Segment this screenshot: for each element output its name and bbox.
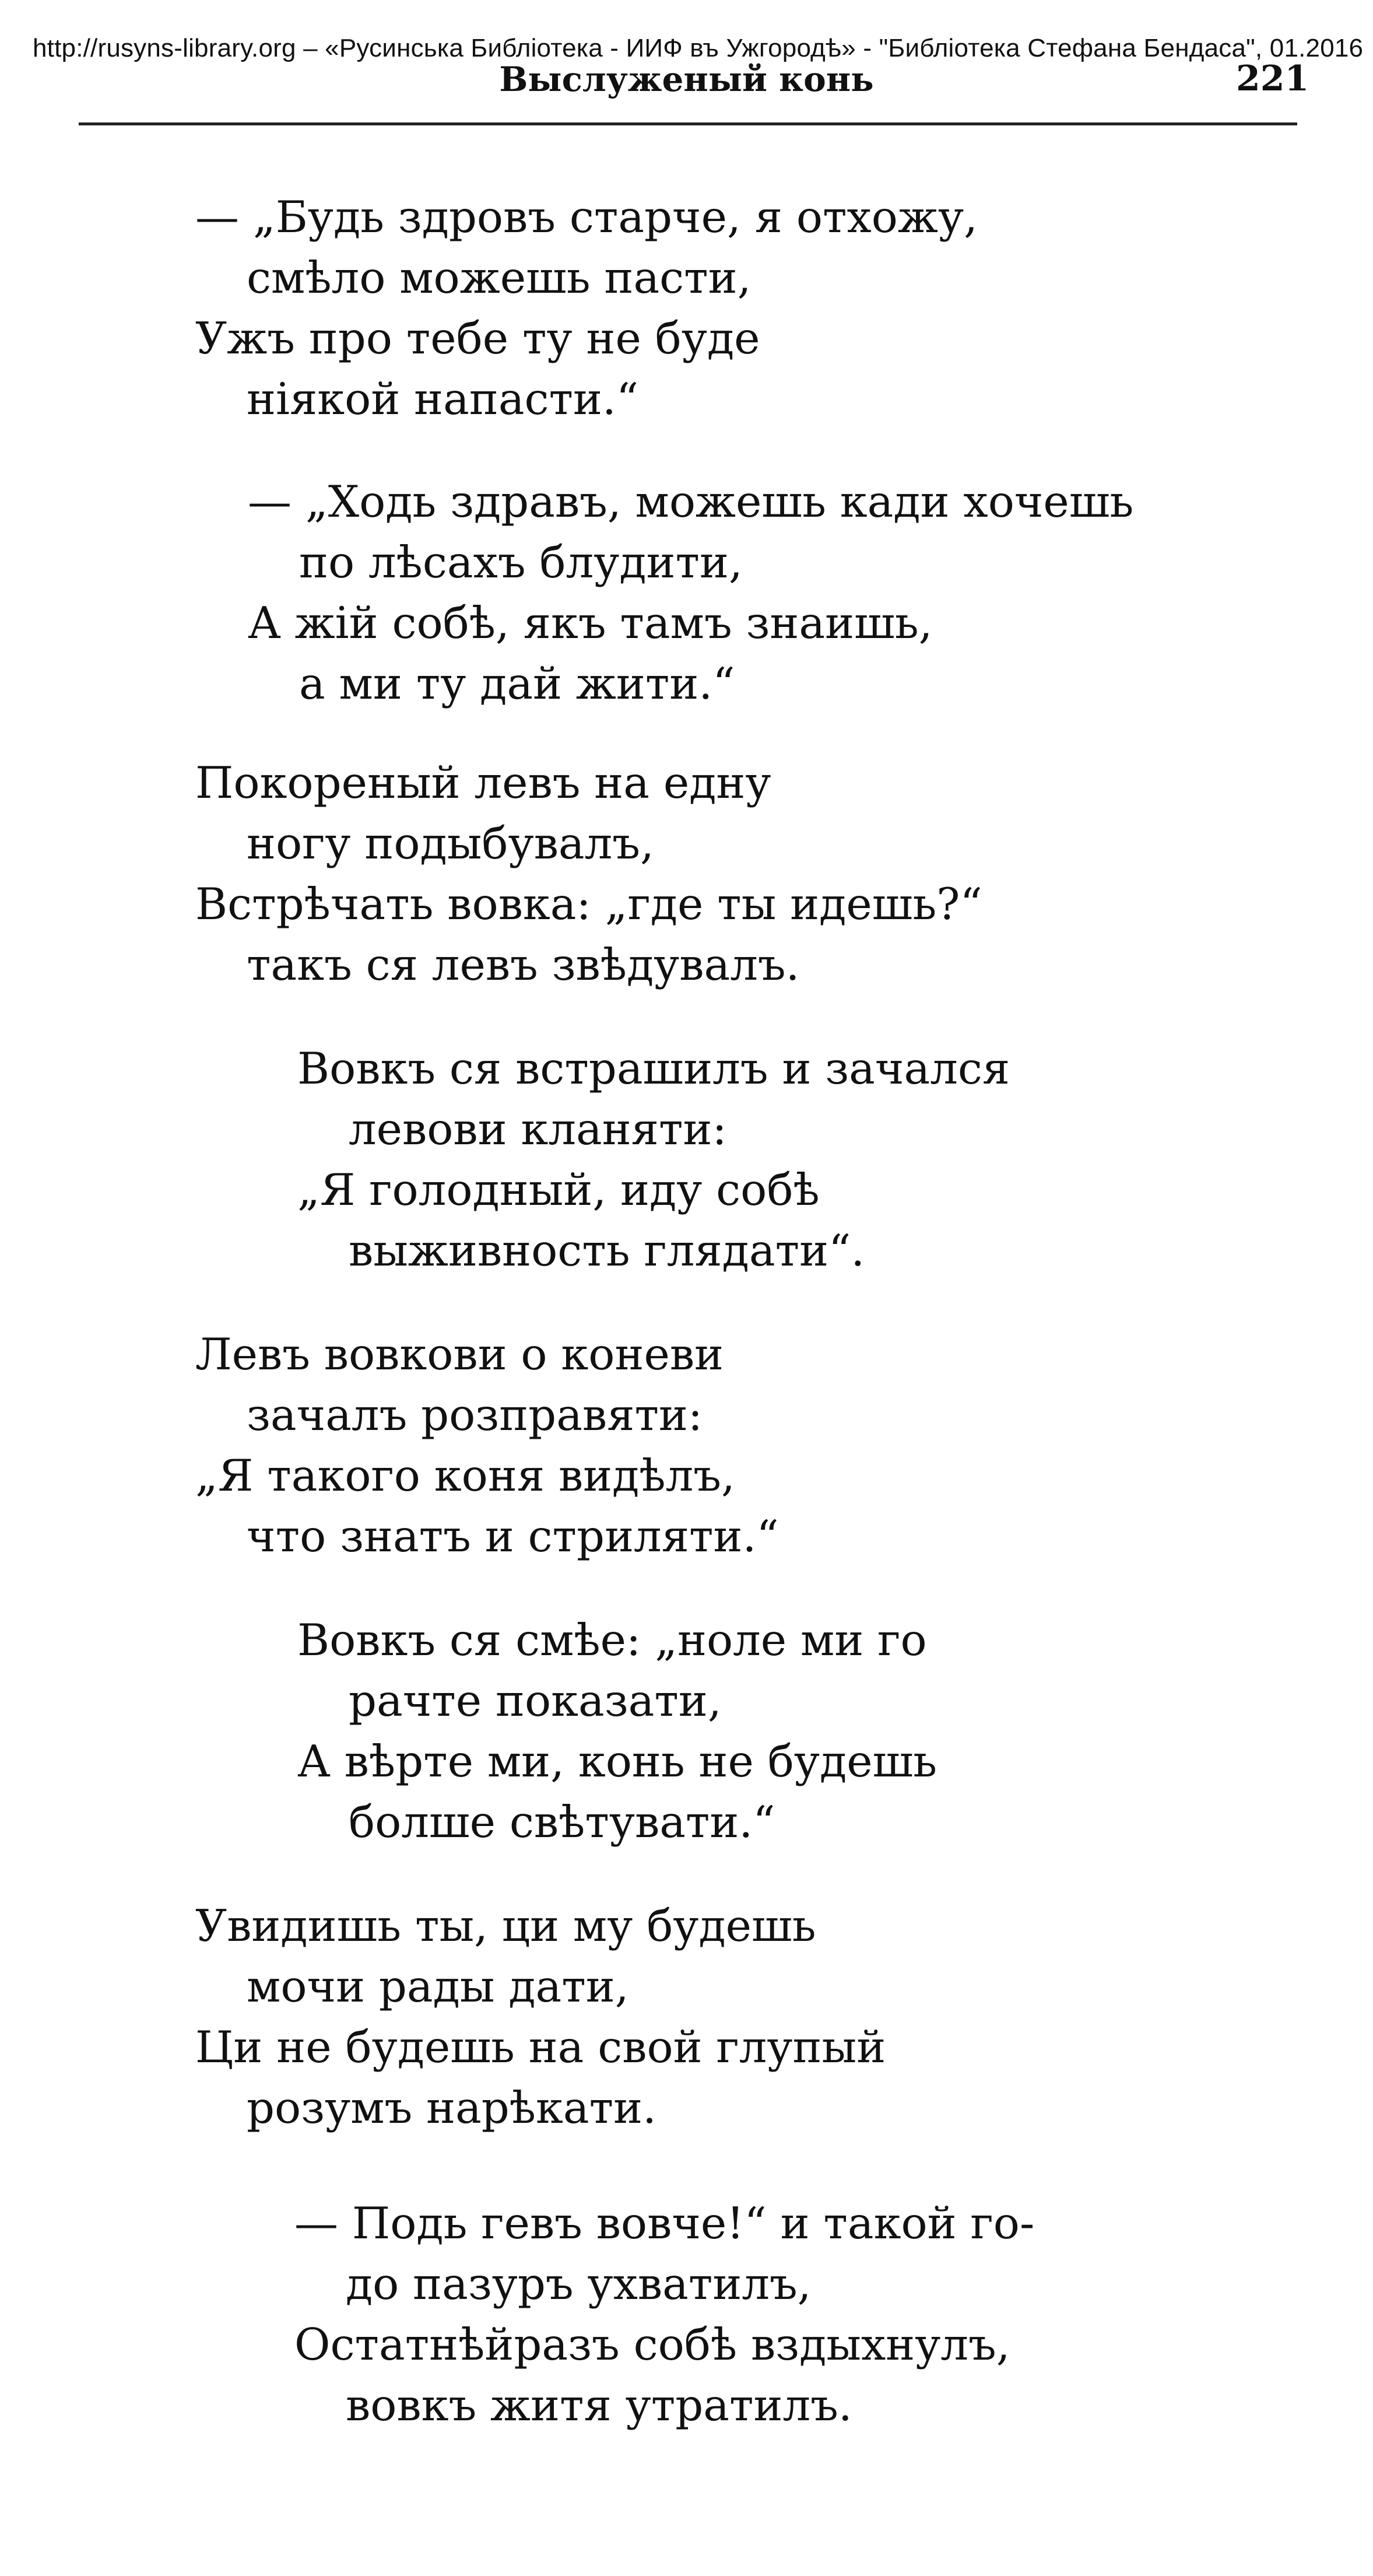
poem-line: Ци не будешь на свой глупый	[195, 2021, 886, 2073]
poem-line: а ми ту дай жити.“	[299, 658, 735, 709]
poem-line: Левъ вовкови о коневи	[195, 1329, 724, 1380]
poem-line: зачалъ розправяти:	[247, 1389, 703, 1441]
stanza-8	[294, 2193, 1034, 2435]
poem-line: „Я голодный, иду собѣ	[297, 1164, 820, 1215]
stanza-4	[297, 1038, 1010, 1281]
poem-line: — „Будь здровъ старче, я отхожу,	[195, 191, 978, 243]
stanza-7	[195, 1895, 886, 2138]
poem-line: болше свѣтувати.“	[349, 1796, 775, 1848]
poem-line: такъ ся левъ звѣдувалъ.	[247, 939, 800, 990]
poem-line: Покореный левъ на едну	[195, 757, 771, 808]
poem-line: мочи рады дати,	[247, 1961, 629, 2012]
stanza-1	[195, 187, 978, 429]
poem-line: А жій собѣ, якъ тамъ знаишь,	[248, 597, 933, 649]
poem-line: „Я такого коня видѣлъ,	[195, 1450, 735, 1501]
poem-line: ногу подыбувалъ,	[247, 818, 654, 869]
poem-line: что знатъ и стриляти.“	[247, 1510, 779, 1562]
poem-line: — „Ходь здравъ, можешь кади хочешь	[248, 476, 1134, 527]
poem-line: А вѣрте ми, конь не будешь	[297, 1736, 937, 1787]
poem-line: выживность глядати“.	[349, 1225, 865, 1276]
poem-line: Вовкъ ся встрашилъ и зачался	[297, 1043, 1010, 1094]
stanza-2	[248, 471, 1133, 714]
poem-line: по лѣсахъ блудити,	[299, 537, 743, 588]
poem-line: Остатнѣйразъ собѣ вздыхнулъ,	[294, 2319, 1010, 2370]
poem-line: левови кланяти:	[349, 1103, 727, 1155]
poem-line: рачте показати,	[349, 1675, 722, 1726]
source-line: http://rusyns-library.org – «Русинська Библіотека - ИИФ въ Ужгородѣ» - "Библіотека Стефана Бендаса", 01.2016	[33, 34, 1364, 62]
running-title: Выслуженый конь	[499, 59, 874, 99]
stanza-3	[195, 752, 982, 995]
poem-line: розумъ нарѣкати.	[247, 2082, 656, 2133]
poem-line: — Подь гевъ вовче!“ и такой го-	[294, 2198, 1035, 2249]
poem-line: до пазуръ ухватилъ,	[346, 2258, 812, 2309]
poem-line: Вовкъ ся смѣе: „ноле ми го	[297, 1614, 927, 1666]
stanza-6	[297, 1610, 937, 1852]
page-number: 221	[1236, 58, 1309, 99]
poem-line: вовкъ житя утратилъ.	[346, 2379, 852, 2431]
poem-line: ніякой напасти.“	[247, 373, 639, 425]
poem-line: Встрѣчать вовка: „где ты идешь?“	[195, 878, 982, 930]
header-rule	[79, 122, 1297, 125]
poem-line: Увидишь ты, ци му будешь	[195, 1900, 816, 1951]
poem-line: Ужъ про тебе ту не буде	[195, 313, 760, 364]
poem-line: смѣло можешь пасти,	[247, 252, 752, 303]
stanza-5	[195, 1324, 779, 1566]
